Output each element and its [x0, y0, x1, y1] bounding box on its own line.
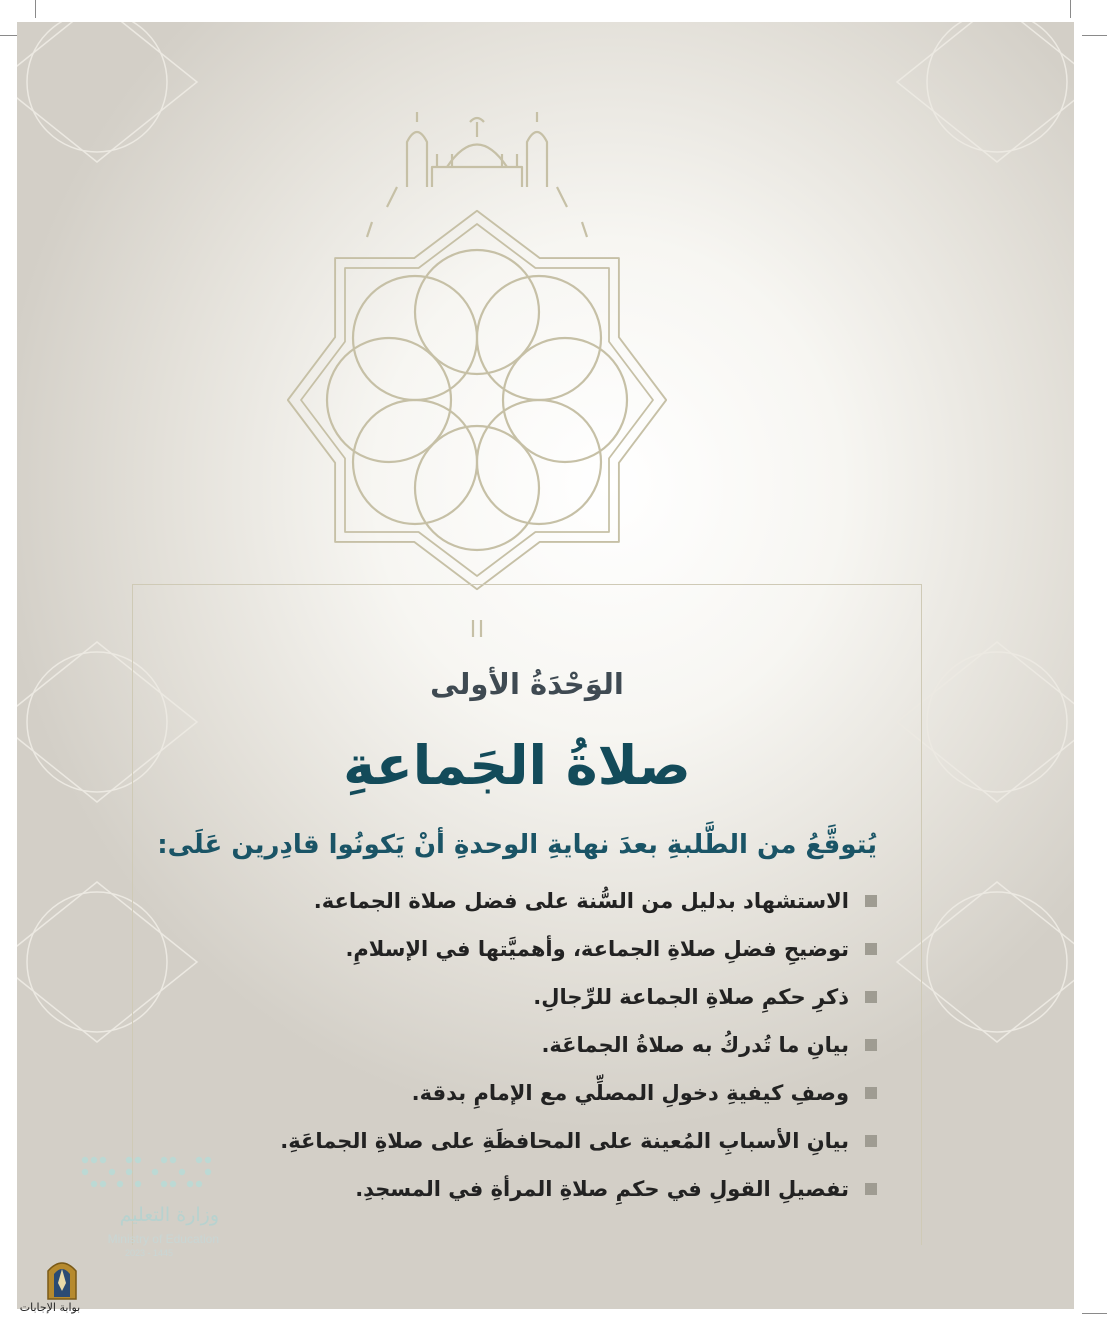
book-page	[17, 22, 1074, 1309]
square-bullet-icon	[865, 943, 877, 955]
site-logo	[0, 1255, 100, 1328]
pen-emblem-icon	[44, 1255, 80, 1301]
objective-item	[187, 1165, 877, 1213]
objective-item	[187, 925, 877, 973]
lesson-title: صلاةُ الجَماعةِ	[343, 734, 691, 797]
square-bullet-icon	[865, 1087, 877, 1099]
objective-item	[187, 1117, 877, 1165]
objective-item	[187, 1069, 877, 1117]
square-bullet-icon	[865, 895, 877, 907]
mosque-star-ornament	[287, 92, 667, 637]
objective-text: وصفِ كيفيةِ دخولِ المصلِّي مع الإمامِ بدقة.	[411, 1081, 849, 1105]
objective-text: ذكرِ حكمِ صلاةِ الجماعة للرِّجالِ.	[533, 985, 849, 1009]
objective-item	[187, 973, 877, 1021]
crop-mark	[35, 0, 36, 18]
objective-text: بيانِ الأسبابِ المُعينة على المحافظَةِ على صلاةِ الجماعَةِ.	[280, 1129, 849, 1153]
ministry-name-english: Ministry of Education	[107, 1232, 219, 1246]
ministry-dots-icon	[79, 1152, 219, 1198]
square-bullet-icon	[865, 1039, 877, 1051]
objective-item	[187, 877, 877, 925]
crop-mark	[1082, 35, 1107, 36]
objective-text: توضيحِ فضلِ صلاةِ الجماعة، وأهميَّتها في الإسلامِ.	[345, 937, 849, 961]
unit-title: الوَحْدَةُ الأولى	[430, 667, 624, 701]
objective-text: الاستشهاد بدليل من السُّنة على فضل صلاة الجماعة.	[313, 889, 849, 913]
square-bullet-icon	[865, 1183, 877, 1195]
objective-item	[187, 1021, 877, 1069]
square-bullet-icon	[865, 991, 877, 1003]
objectives-intro: يُتوقَّعُ من الطَّلبةِ بعدَ نهايةِ الوحدةِ أنْ يَكونُوا قادِرين عَلَى:	[157, 830, 877, 860]
ministry-name-arabic: وزارة التعليم	[119, 1204, 219, 1226]
site-name: بوابة الإجابات	[19, 1301, 81, 1314]
objective-text: تفصيلِ القولِ في حكمِ صلاةِ المرأةِ في المسجدِ.	[355, 1177, 849, 1201]
objectives-list	[187, 877, 877, 1213]
crop-mark	[1070, 0, 1071, 18]
objective-text: بيانِ ما تُدركُ به صلاةُ الجماعَة.	[541, 1033, 849, 1057]
square-bullet-icon	[865, 1135, 877, 1147]
crop-mark	[1082, 1313, 1107, 1314]
ministry-year: 2023 - 1445	[124, 1248, 174, 1258]
